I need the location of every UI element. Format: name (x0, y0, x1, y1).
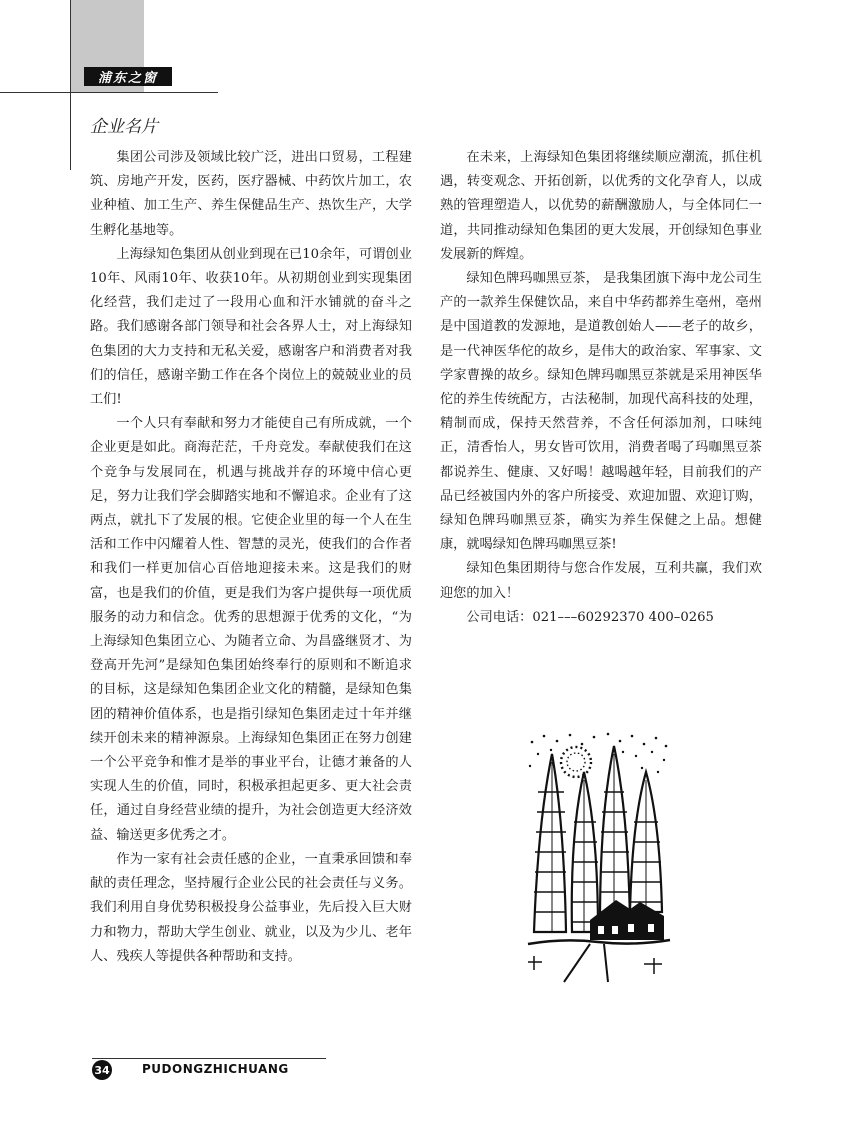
magazine-logo: 浦东之窗 (84, 67, 172, 86)
article-left-column (90, 146, 412, 969)
left-paragraph-4: 作为一家有社会责任感的企业，一直秉承回馈和奉献的责任理念，坚持履行企业公民的社会责任与义务。我们利用自身优势积极投身公益事业，先后投入巨大财力和物力，帮助大学生创业、就业，以及为少儿、老年人、残疾人等提供各种帮助和支持。 (90, 851, 412, 964)
section-title: 企业名片 (90, 117, 158, 137)
header-horizontal-rule (0, 92, 218, 93)
company-phone: 公司电话：021–––60292370 400–0265 (466, 609, 714, 625)
article-right-column (440, 146, 762, 630)
right-paragraph-3: 绿知色集团期待与您合作发展，互利共赢，我们欢迎您的加入！ (440, 561, 762, 601)
right-paragraph-1: 在未来，上海绿知色集团将继续顺应潮流，抓住机遇，转变观念、开拓创新，以优秀的文化孕育人，以成熟的管理塑造人，以优势的薪酬激励人，与全体同仁一道，共同推动绿知色集团的更大发展，开创绿知色事业发展新的辉煌。 (440, 150, 762, 262)
left-paragraph-2: 上海绿知色集团从创业到现在已10余年，可谓创业10年、风雨10年、收获10年。从初期创业到实现集团化经营，我们走过了一段用心血和汗水铺就的奋斗之路。我们感谢各部门领导和社会各界人士，对上海绿知色集团的大力支持和无私关爱，感谢客户和消费者对我们的信任，感谢辛勤工作在各个岗位上的兢兢业业的员工们! (90, 246, 412, 408)
footer-rule (92, 1058, 326, 1059)
page-number: 34 (92, 1060, 112, 1080)
trees-illustration (524, 732, 672, 984)
magazine-name: PUDONGZHICHUANG (142, 1062, 289, 1076)
left-paragraph-1: 集团公司涉及领域比较广泛，进出口贸易，工程建筑、房地产开发，医药，医疗器械、中药饮片加工，农业种植、加工生产、养生保健品生产、热饮生产，大学生孵化基地等。 (90, 150, 412, 238)
right-paragraph-2: 绿知色牌玛咖黑豆茶， 是我集团旗下海中龙公司生产的一款养生保健饮品，来自中华药都养生亳州，亳州是中国道教的发源地，是道教创始人——老子的故乡，是一代神医华佗的故乡，是伟大的政治家、军事家、文学家曹操的故乡。绿知色牌玛咖黑豆茶就是采用神医华佗的养生传统配方，古法秘制，加现代高科技的处理，精制而成，保持天然营养，不含任何添加剂，口味纯正，清香怡人，男女皆可饮用，消费者喝了玛咖黑豆茶都说养生、健康、又好喝！越喝越年轻，目前我们的产品已经被国内外的客户所接受、欢迎加盟、欢迎订购，绿知色牌玛咖黑豆茶，确实为养生保健之上品。想健康，就喝绿知色牌玛咖黑豆茶! (440, 271, 762, 553)
header-vertical-rule (70, 0, 71, 170)
left-paragraph-3: 一个人只有奉献和努力才能使自己有所成就，一个企业更是如此。商海茫茫，千舟竞发。奉献使我们在这个竞争与发展同在，机遇与挑战并存的环境中信心更足，努力让我们学会脚踏实地和不懈追求。企业有了这两点，就扎下了发展的根。它使企业里的每一个人在生活和工作中闪耀着人性、智慧的灵光，使我们的合作者和我们一样更加信心百倍地迎接未来。这是我们的财富，也是我们的价值，更是我们为客户提供每一项优质服务的动力和信念。优秀的思想源于优秀的文化，“为上海绿知色集团立心、为随者立命、为昌盛继贤才、为登高开先河”是绿知色集团始终奉行的原则和不断追求的目标，这是绿知色集团企业文化的精髓，是绿知色集团的精神价值体系，也是指引绿知色集团走过十年并继续开创未来的精神源泉。上海绿知色集团正在努力创建一个公平竞争和惟才是举的事业平台，让德才兼备的人实现人生的价值，同时，积极承担起更多、更大社会责任，通过自身经营业绩的提升，为社会创造更大经济效益、输送更多优秀之才。 (90, 416, 412, 843)
